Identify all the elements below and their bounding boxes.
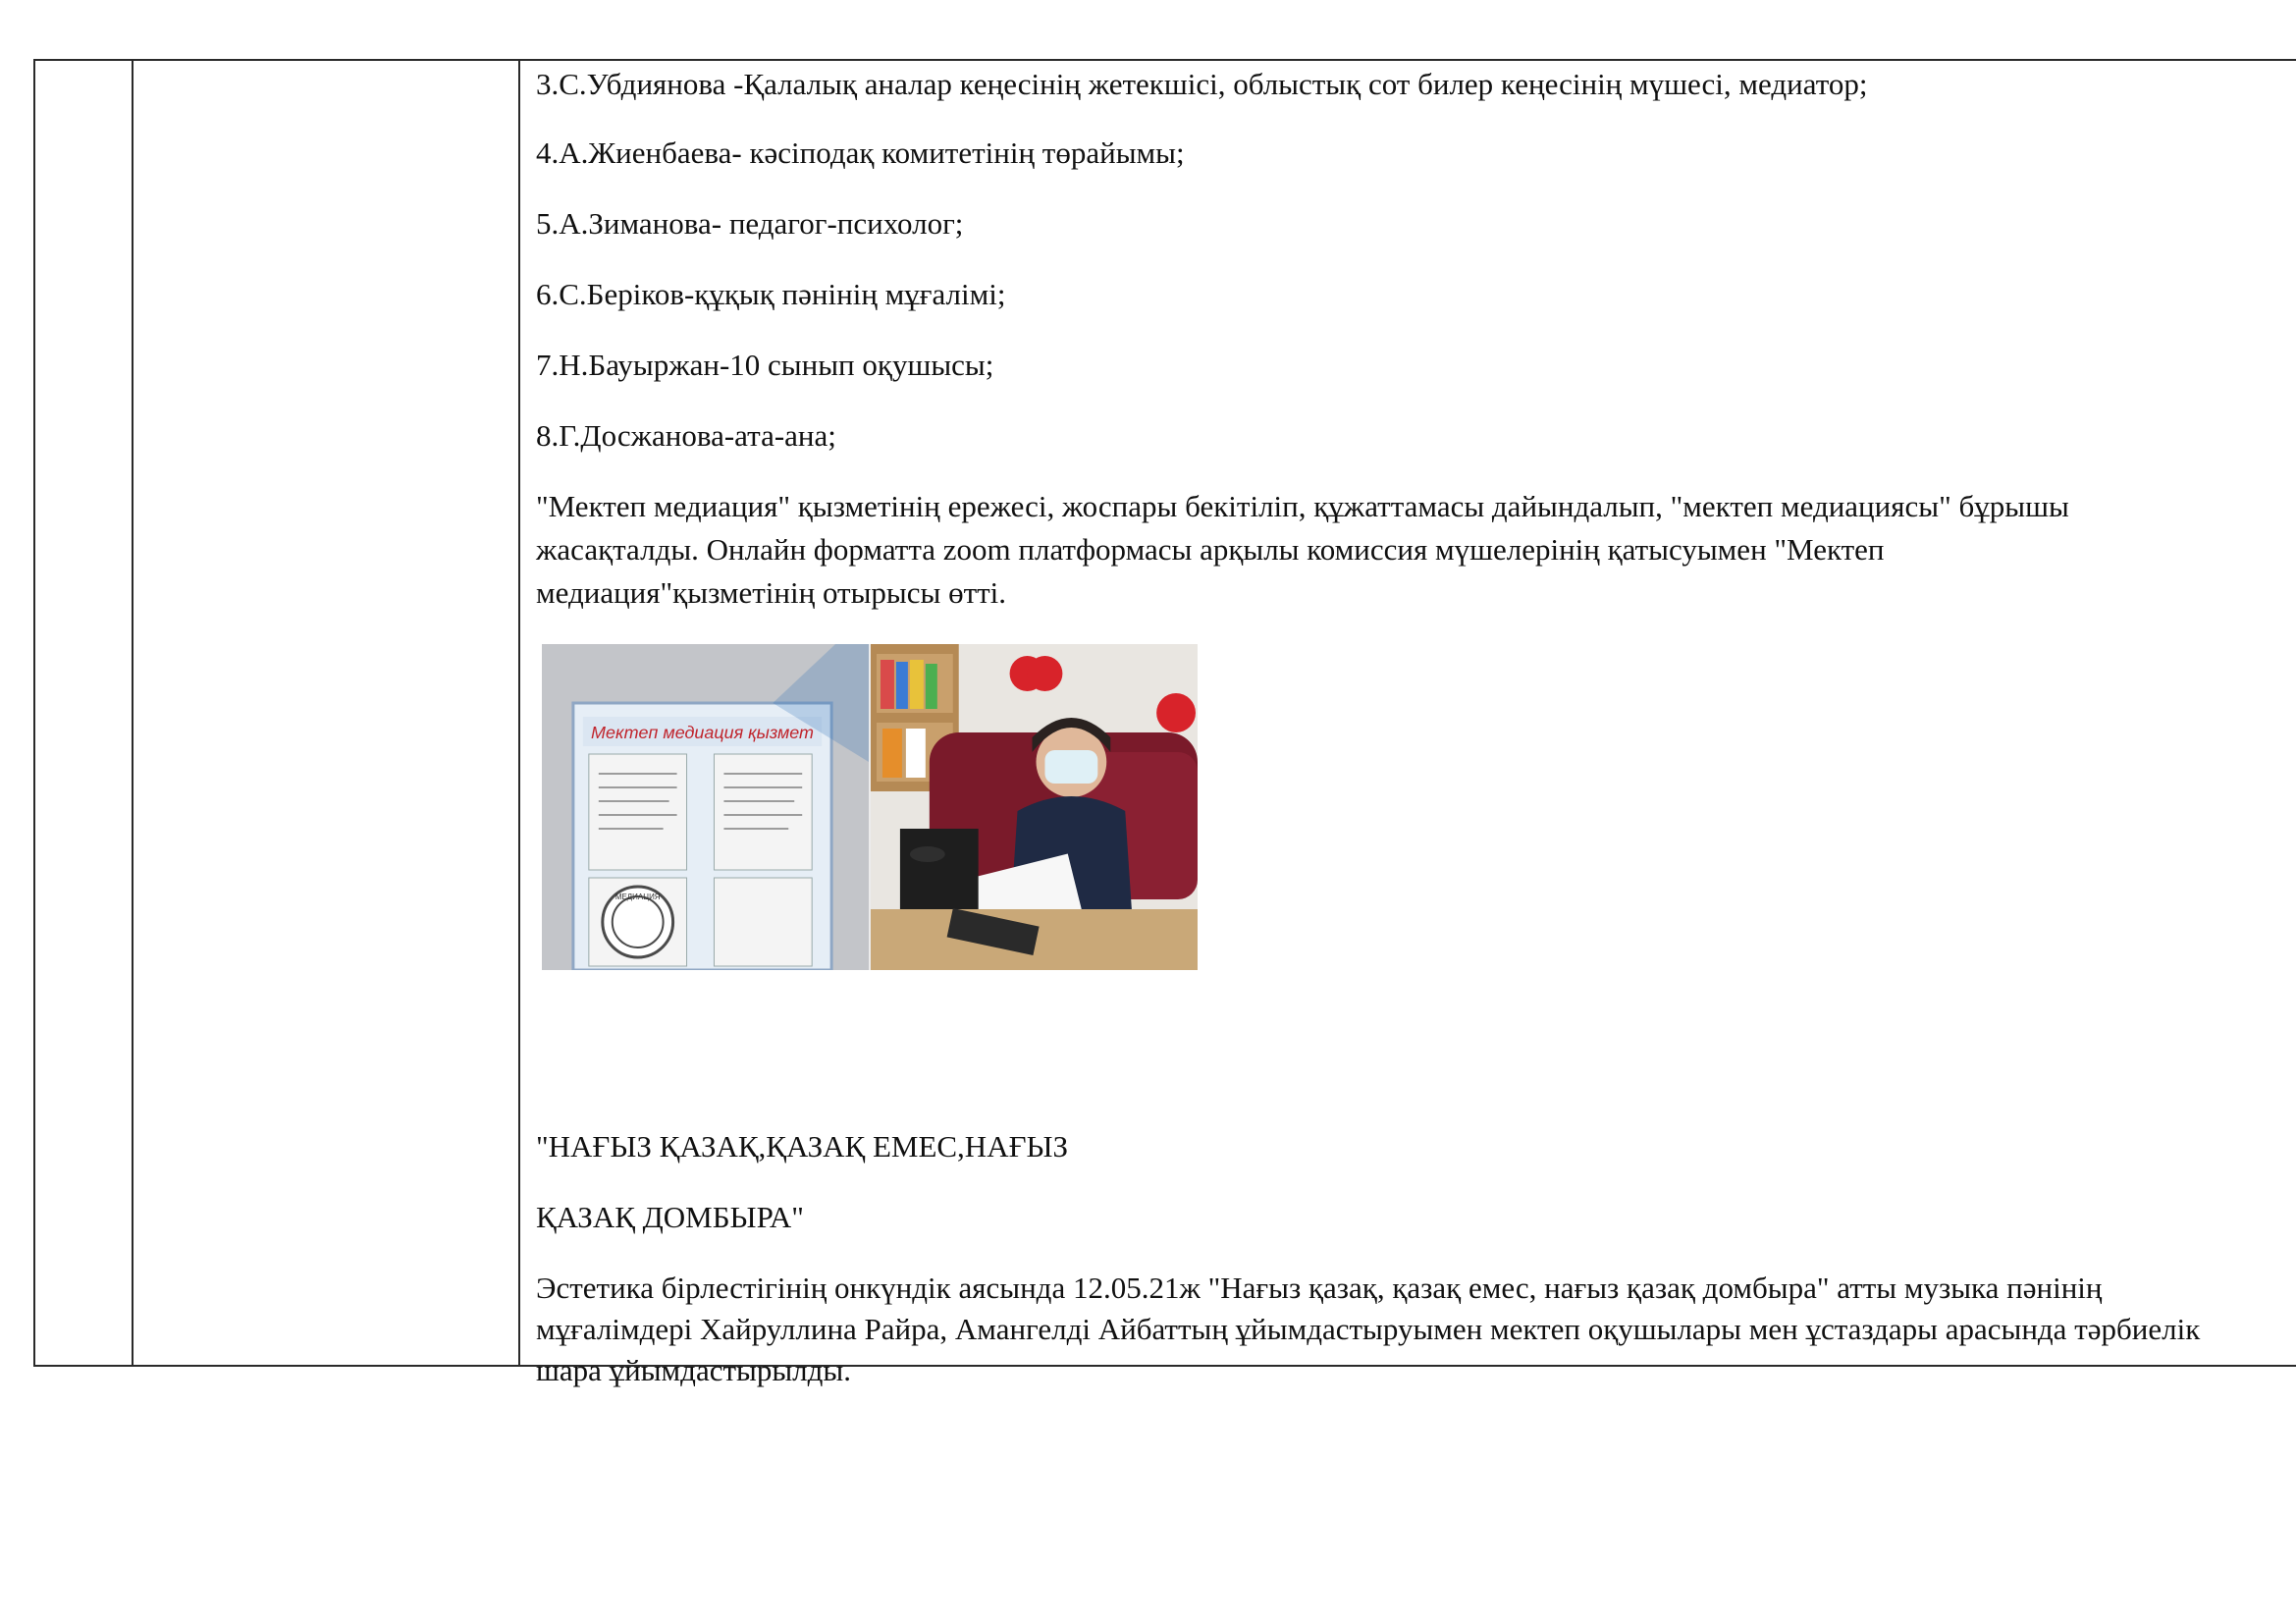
mediation-paragraph-line: "Мектеп медиация" қызметінің ережесі, жоспары бекітіліп, құжаттамасы дайындалып, "мектеп медиациясы" бұрышы — [536, 489, 2069, 523]
mediation-paragraph-line: медиация"қызметінің отырысы өтті. — [536, 575, 1007, 610]
member-line: 3.С.Убдиянова -Қалалық аналар кеңесінің жетекшісі, облыстық сот билер кеңесінің мүшесі, медиатор; — [536, 67, 1868, 101]
photo-collage — [542, 644, 1198, 970]
member-line: 5.А.Зиманова- педагог-психолог; — [536, 206, 964, 241]
mediation-paragraph-line: жасақталды. Онлайн форматта zoom платформасы арқылы комиссия мүшелерінің қатысуымен "Мектеп — [536, 532, 1885, 567]
event-paragraph-line: Эстетика бірлестігінің онкүндік аясында 12.05.21ж "Нағыз қазақ, қазақ емес, нағыз қазақ домбыра" атты музыка пәнінің — [536, 1271, 2103, 1305]
event-paragraph-line: мұғалімдері Хайруллина Райра, Амангелді Айбаттың ұйымдастыруымен мектеп оқушылары мен ұстаздары арасында тәрбиелік — [536, 1312, 2201, 1346]
meeting-photo-image — [871, 644, 1198, 970]
event-title-line-2: ҚАЗАҚ ДОМБЫРА" — [536, 1200, 804, 1234]
column-divider-2 — [518, 61, 520, 1365]
mediation-stand-photo — [542, 644, 869, 970]
zoom-meeting-photo — [871, 644, 1198, 970]
member-line: 8.Г.Досжанова-ата-ана; — [536, 418, 836, 453]
member-line: 7.Н.Бауыржан-10 сынып оқушысы; — [536, 348, 994, 382]
member-line: 4.А.Жиенбаева- кәсіподақ комитетінің төрайымы; — [536, 135, 1185, 170]
emblem-text: МЕДИАЦИЯ — [614, 892, 661, 902]
event-paragraph-line: шара ұйымдастырылды. — [536, 1353, 851, 1387]
stand-photo-image — [542, 644, 869, 970]
stand-caption: Мектеп медиация қызмет — [591, 722, 814, 743]
column-divider-1 — [132, 61, 133, 1365]
member-line: 6.С.Беріков-құқық пәнінің мұғалімі; — [536, 277, 1006, 311]
document-table — [33, 59, 2296, 1387]
event-title-line-1: "НАҒЫЗ ҚАЗАҚ,ҚАЗАҚ ЕМЕС,НАҒЫЗ — [536, 1129, 1069, 1164]
content-cell — [536, 61, 2276, 1387]
